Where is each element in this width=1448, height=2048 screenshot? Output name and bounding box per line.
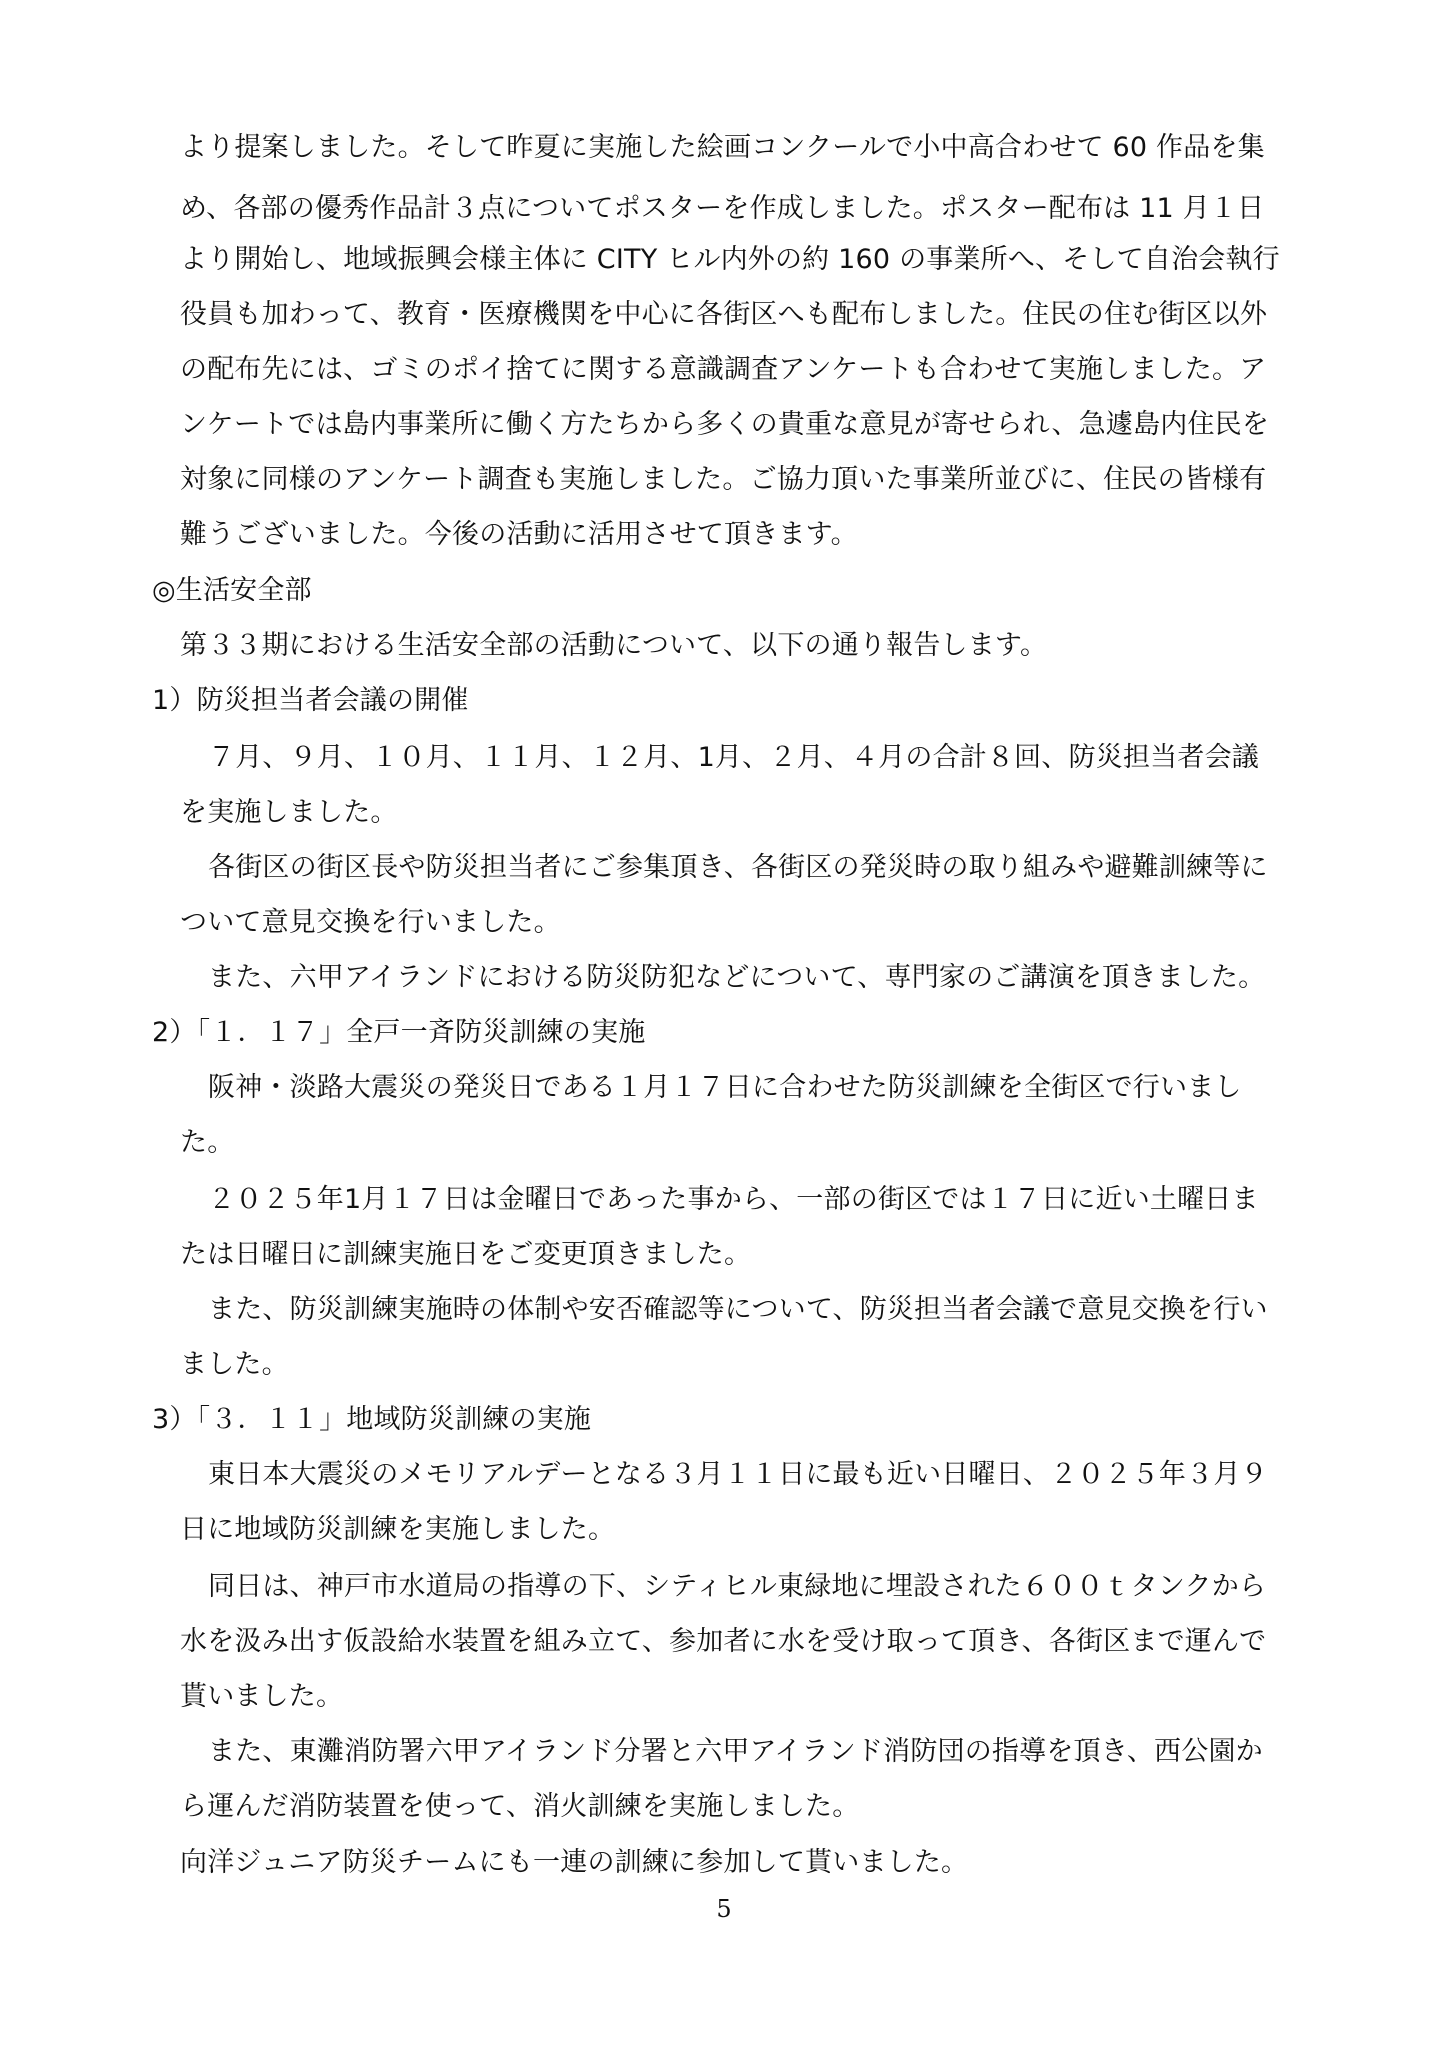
paragraph-line: 同日は、神戸市水道局の指導の下、シティヒル東緑地に埋設された６００ｔタンクから [208, 1571, 1267, 1602]
paragraph-line: め、各部の優秀作品計３点についてポスターを作成しました。ポスター配布は 11 月１日 [180, 193, 1265, 224]
page-number: 5 [716, 1895, 732, 1923]
paragraph-line: 阪神・淡路大震災の発災日である１月１７日に合わせた防災訓練を全街区で行いまし [208, 1072, 1242, 1103]
paragraph-line: 日に地域防災訓練を実施しました。 [180, 1514, 616, 1545]
paragraph-line: 東日本大震災のメモリアルデーとなる３月１１日に最も近い日曜日、２０２５年３月９ [208, 1459, 1268, 1490]
subsection-heading: 3）「３．１１」地域防災訓練の実施 [152, 1404, 592, 1435]
paragraph-line: ました。 [180, 1349, 289, 1380]
paragraph-line: 役員も加わって、教育・医療機関を中心に各街区へも配布しました。住民の住む街区以外 [180, 299, 1268, 330]
paragraph-line: ら運んだ消防装置を使って、消火訓練を実施しました。 [180, 1791, 860, 1822]
paragraph-line: 向洋ジュニア防災チームにも一連の訓練に参加して貰いました。 [180, 1847, 969, 1878]
paragraph-line: 対象に同様のアンケート調査も実施しました。ご協力頂いた事業所並びに、住民の皆様有 [180, 464, 1267, 495]
paragraph-line: また、六甲アイランドにおける防災防犯などについて、専門家のご講演を頂きました。 [208, 962, 1266, 993]
paragraph-line: 水を汲み出す仮設給水装置を組み立て、参加者に水を受け取って頂き、各街区まで運んで [180, 1626, 1267, 1657]
paragraph-line: より開始し、地域振興会様主体に CITY ヒル内外の約 160 の事業所へ、そして自治会執行 [180, 244, 1280, 275]
paragraph-line: 第３３期における生活安全部の活動について、以下の通り報告します。 [180, 630, 1048, 661]
paragraph-line: より提案しました。そして昨夏に実施した絵画コンクールで小中高合わせて 60 作品を集 [180, 132, 1265, 163]
subsection-heading: 1）防災担当者会議の開催 [152, 685, 469, 716]
paragraph-line: また、防災訓練実施時の体制や安否確認等について、防災担当者会議で意見交換を行い [208, 1294, 1268, 1325]
paragraph-line: の配布先には、ゴミのポイ捨てに関する意識調査アンケートも合わせて実施しました。ア [180, 354, 1267, 385]
paragraph-line: また、東灘消防署六甲アイランド分署と六甲アイランド消防団の指導を頂き、西公園か [208, 1736, 1263, 1767]
paragraph-line: たは日曜日に訓練実施日をご変更頂きました。 [180, 1239, 752, 1270]
paragraph-line: ２０２５年1月１７日は金曜日であった事から、一部の街区では１７日に近い土曜日ま [208, 1184, 1259, 1215]
paragraph-line: を実施しました。 [180, 797, 398, 828]
paragraph-line: ７月、９月、１０月、１１月、１２月、1月、２月、４月の合計８回、防災担当者会議 [208, 742, 1259, 773]
paragraph-line: ついて意見交換を行いました。 [180, 907, 561, 938]
paragraph-line: 難うございました。今後の活動に活用させて頂きます。 [180, 519, 858, 550]
section-heading: ◎生活安全部 [152, 575, 312, 606]
paragraph-line: 各街区の街区長や防災担当者にご参集頂き、各街区の発災時の取り組みや避難訓練等に [208, 852, 1268, 883]
subsection-heading: 2）「１．１７」全戸一斉防災訓練の実施 [152, 1017, 646, 1048]
paragraph-line: た。 [180, 1127, 235, 1158]
paragraph-line: 貰いました。 [180, 1681, 344, 1712]
paragraph-line: ンケートでは島内事業所に働く方たちから多くの貴重な意見が寄せられ、急遽島内住民を [180, 409, 1270, 440]
